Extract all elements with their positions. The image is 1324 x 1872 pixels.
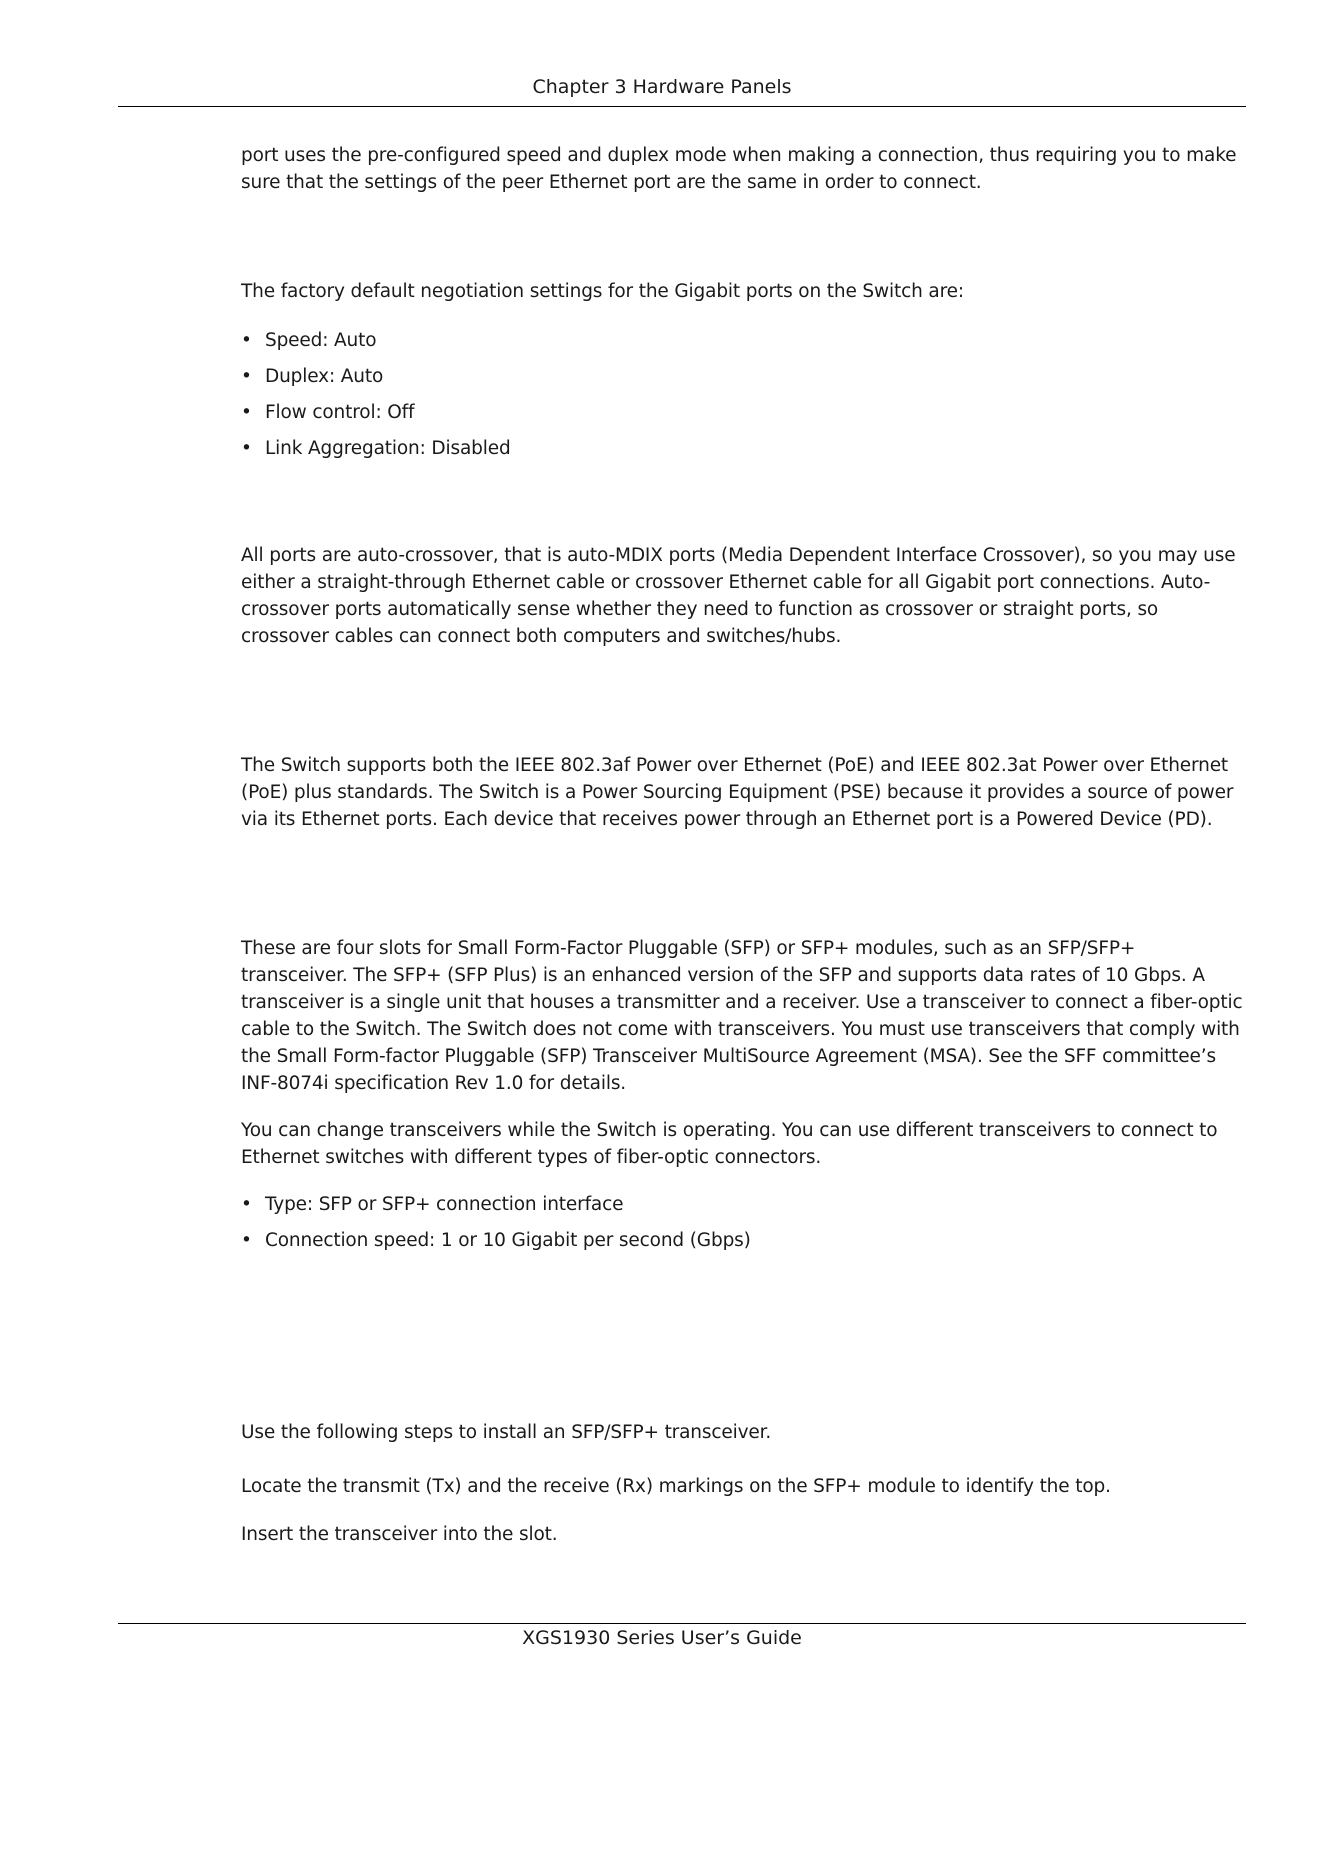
list-item: • Type: SFP or SFP+ connection interface: [241, 1191, 1246, 1218]
page-content: [241, 142, 1246, 1548]
spacer: [241, 515, 1246, 542]
spacer: [241, 305, 1246, 327]
spacer: [241, 1171, 1246, 1191]
page-header-title: Chapter 3 Hardware Panels: [532, 76, 792, 98]
spacer: [241, 1097, 1246, 1117]
list-item: • Duplex: Auto: [241, 363, 1246, 390]
install-step-1: Locate the transmit (Tx) and the receive (Rx) markings on the SFP+ module to identify the top.: [241, 1476, 1111, 1497]
spacer: [241, 1446, 1246, 1473]
header-divider: [118, 106, 1246, 107]
duplex-paragraph: port uses the pre-configured speed and duplex mode when making a connection, thus requiring you to make sure that the settings of the peer Ethernet port are the same in order to connect.: [241, 145, 1237, 193]
sfp-paragraph-2: You can change transceivers while the Switch is operating. You can use different transceivers to connect to Ethernet switches with different types of fiber-optic connectors.: [241, 1120, 1218, 1168]
list-item: • Flow control: Off: [241, 399, 1246, 426]
install-step-2: Insert the transceiver into the slot.: [241, 1524, 558, 1545]
list-item: • Speed: Auto: [241, 327, 1246, 354]
list-item: • Link Aggregation: Disabled: [241, 435, 1246, 462]
spacer: [241, 1263, 1246, 1419]
spacer: [241, 196, 1246, 278]
spacer: [241, 833, 1246, 935]
auto-crossover-paragraph: All ports are auto-crossover, that is auto-MDIX ports (Media Dependent Interface Crossover), so you may use either a straight-through Ethernet cable or crossover Ethernet cable for all Gigabit port connections. Auto-crossover ports automatically sense whether they need to function as crossover or straight ports, so crossover cables can connect both computers and switches/hubs.: [241, 545, 1236, 647]
page-footer-title: XGS1930 Series User’s Guide: [522, 1627, 802, 1649]
default-settings-list: [241, 327, 1246, 462]
spacer: [241, 471, 1246, 515]
default-settings-intro: The factory default negotiation settings for the Gigabit ports on the Switch are:: [241, 281, 964, 302]
footer-divider: [118, 1623, 1246, 1624]
poe-paragraph: The Switch supports both the IEEE 802.3af Power over Ethernet (PoE) and IEEE 802.3at Power over Ethernet (PoE) plus standards. The Switch is a Power Sourcing Equipment (PSE) because it provides a source of power via its Ethernet ports. Each device that receives power through an Ethernet port is a Powered Device (PD).: [241, 755, 1234, 830]
install-intro: Use the following steps to install an SFP/SFP+ transceiver.: [241, 1422, 772, 1443]
spacer: [241, 1500, 1246, 1521]
spacer: [241, 650, 1246, 752]
sfp-paragraph-1: These are four slots for Small Form-Factor Pluggable (SFP) or SFP+ modules, such as an SFP/SFP+ transceiver. The SFP+ (SFP Plus) is an enhanced version of the SFP and supports data rates of 10 Gbps. A transceiver is a single unit that houses a transmitter and a receiver. Use a transceiver to connect a fiber-optic cable to the Switch. The Switch does not come with transceivers. You must use transceivers that comply with the Small Form-factor Pluggable (SFP) Transceiver MultiSource Agreement (MSA). See the SFF committee’s INF-8074i specification Rev 1.0 for details.: [241, 938, 1243, 1094]
list-item: • Connection speed: 1 or 10 Gigabit per second (Gbps): [241, 1227, 1246, 1254]
sfp-spec-list: [241, 1191, 1246, 1254]
